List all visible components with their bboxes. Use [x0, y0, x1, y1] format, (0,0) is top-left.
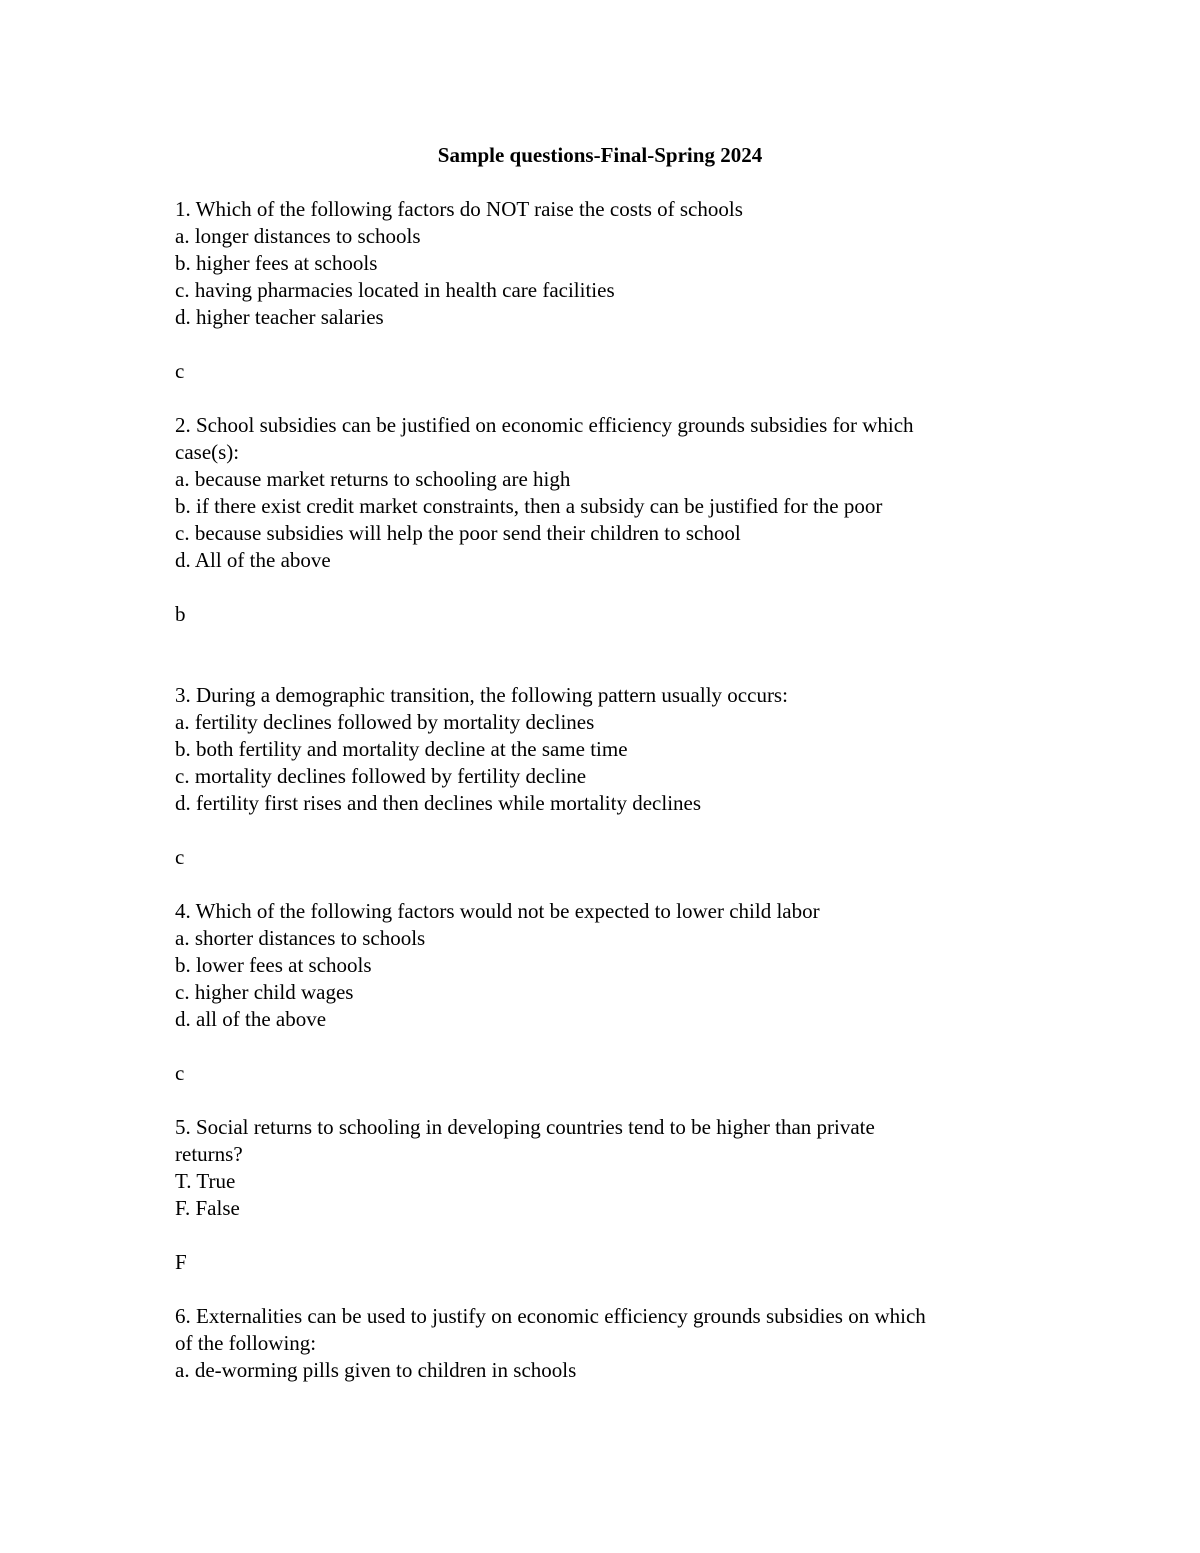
document-body: [175, 196, 1035, 1384]
question-2-prompt-line-2: case(s):: [175, 440, 240, 464]
spacer: [175, 871, 1035, 898]
question-3-answer: c: [175, 845, 185, 869]
question-1-prompt: 1. Which of the following factors do NOT raise the costs of schools: [175, 197, 743, 221]
question-1-option-c: c. having pharmacies located in health care facilities: [175, 278, 615, 302]
question-4-option-c: c. higher child wages: [175, 980, 354, 1004]
question-1-option-a: a. longer distances to schools: [175, 224, 421, 248]
question-4-prompt: 4. Which of the following factors would not be expected to lower child labor: [175, 899, 820, 923]
question-4-option-d: d. all of the above: [175, 1007, 327, 1031]
question-2-option-c: c. because subsidies will help the poor send their children to school: [175, 521, 741, 545]
question-3-option-d: d. fertility first rises and then declines while mortality declines: [175, 791, 702, 815]
question-6-prompt-line-1: 6. Externalities can be used to justify on economic efficiency grounds subsidies on which: [175, 1304, 926, 1328]
question-3-option-c: c. mortality declines followed by fertility decline: [175, 764, 587, 788]
question-2-option-a: a. because market returns to schooling are high: [175, 467, 571, 491]
question-2-option-d: d. All of the above: [175, 548, 331, 572]
question-2-prompt-line-1: 2. School subsidies can be justified on economic efficiency grounds subsidies for which: [175, 413, 914, 437]
spacer: [175, 817, 1035, 844]
question-4-option-a: a. shorter distances to schools: [175, 926, 426, 950]
question-5-option-false: F. False: [175, 1196, 240, 1220]
question-5-prompt-line-2: returns?: [175, 1142, 243, 1166]
spacer: [175, 1276, 1035, 1303]
question-6-option-a: a. de-worming pills given to children in schools: [175, 1358, 577, 1382]
spacer: [175, 1087, 1035, 1114]
spacer: [175, 628, 1035, 682]
spacer: [175, 1222, 1035, 1249]
question-1-option-b: b. higher fees at schools: [175, 251, 378, 275]
question-5-prompt-line-1: 5. Social returns to schooling in developing countries tend to be higher than private: [175, 1115, 875, 1139]
spacer: [175, 385, 1035, 412]
spacer: [175, 574, 1035, 601]
spacer: [175, 1033, 1035, 1060]
question-5-answer: F: [175, 1250, 187, 1274]
question-1-option-d: d. higher teacher salaries: [175, 305, 384, 329]
question-2-option-b: b. if there exist credit market constraints, then a subsidy can be justified for the poor: [175, 494, 883, 518]
question-4-answer: c: [175, 1061, 185, 1085]
question-1-answer: c: [175, 359, 185, 383]
question-2-answer: b: [175, 602, 186, 626]
document-title: Sample questions-Final-Spring 2024: [437, 143, 763, 167]
question-4-option-b: b. lower fees at schools: [175, 953, 372, 977]
question-5-option-true: T. True: [175, 1169, 236, 1193]
question-3-option-a: a. fertility declines followed by mortality declines: [175, 710, 595, 734]
question-3-prompt: 3. During a demographic transition, the following pattern usually occurs:: [175, 683, 788, 707]
question-3-option-b: b. both fertility and mortality decline at the same time: [175, 737, 628, 761]
spacer: [175, 331, 1035, 358]
question-6-prompt-line-2: of the following:: [175, 1331, 317, 1355]
